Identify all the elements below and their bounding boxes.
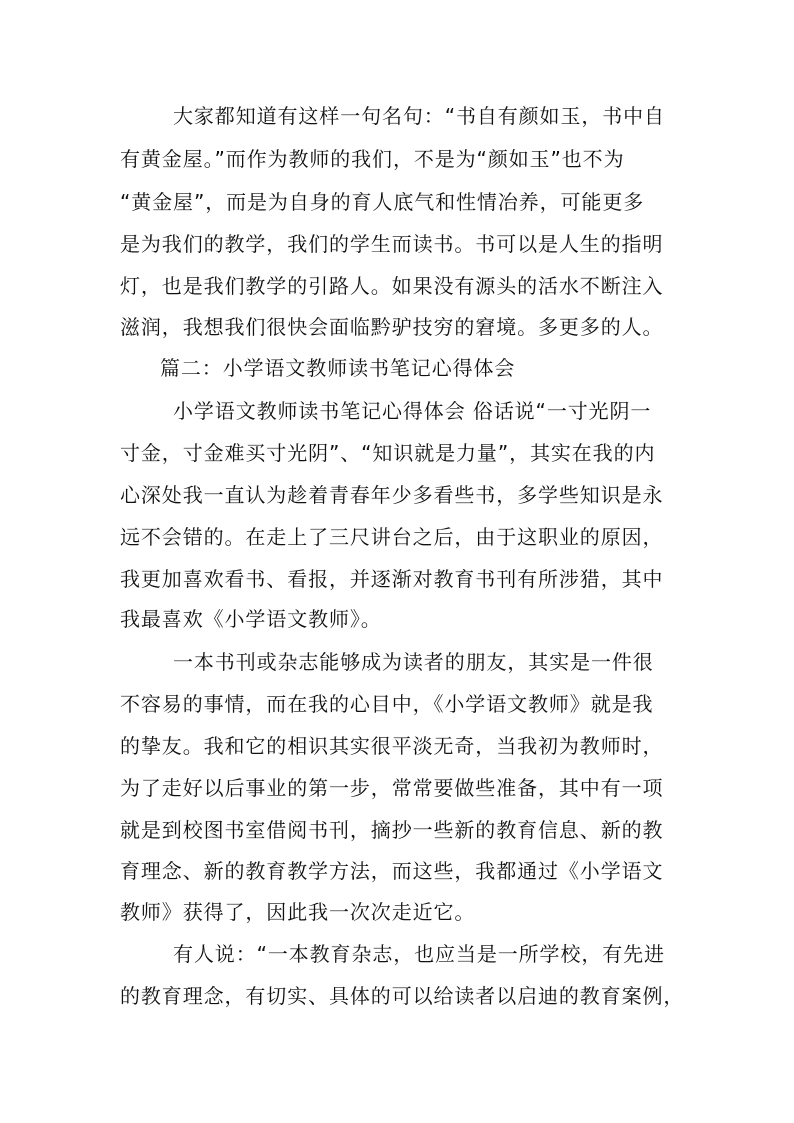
paragraph-1-line-2: 有黄金屋。”而作为教师的我们，不是为“颜如玉”也不为 [120,147,625,171]
paragraph-3-line-6: 育理念、新的教育教学方法，而这些，我都通过《小学语文 [120,859,664,883]
paragraph-4-line-2: 的教育理念，有切实、具体的可以给读者以启迪的教育案例， [120,984,685,1008]
paragraph-3-line-5: 就是到校图书室借阅书刊，摘抄一些新的教育信息、新的教 [120,818,664,842]
paragraph-3-line-3: 的挚友。我和它的相识其实很平淡无奇，当我初为教师时， [120,734,664,758]
paragraph-2-line-3: 心深处我一直认为趁着青春年少多看些书，多学些知识是永 [120,483,664,507]
paragraph-1-line-5: 灯，也是我们教学的引路人。如果没有源头的活水不断注入 [120,274,664,298]
paragraph-4-line-1: 有人说：“一本教育杂志，也应当是一所学校，有先进 [173,942,665,966]
paragraph-2-line-5: 我更加喜欢看书、看报，并逐渐对教育书刊有所涉猎，其中 [120,567,664,591]
paragraph-3-line-4: 为了走好以后事业的第一步，常常要做些准备，其中有一项 [120,776,664,800]
paragraph-2-line-6: 我最喜欢《小学语文教师》。 [120,607,382,631]
paragraph-2-line-1: 小学语文教师读书笔记心得体会 俗话说“一寸光阴一 [173,399,652,423]
paragraph-3-line-2: 不容易的事情，而在我的心目中，《小学语文教师》就是我 [120,692,654,716]
paragraph-3-line-1: 一本书刊或杂志能够成为读者的朋友，其实是一件很 [173,650,654,674]
paragraph-1-line-6: 滋润，我想我们很快会面临黔驴技穷的窘境。多更多的人。 [120,315,664,339]
paragraph-2-line-2: 寸金，寸金难买寸光阴”、“知识就是力量”，其实在我的内 [120,441,656,465]
paragraph-2-line-4: 远不会错的。在走上了三尺讲台之后，由于这职业的原因， [120,525,664,549]
section-heading: 篇二：小学语文教师读书笔记心得体会 [160,356,516,380]
paragraph-1-line-4: 是为我们的教学，我们的学生而读书。书可以是人生的指明 [120,232,664,256]
paragraph-1-line-3: “黄金屋”，而是为自身的育人底气和性情冶养，可能更多 [120,190,645,214]
paragraph-3-line-7: 教师》获得了，因此我一次次走近它。 [120,900,476,924]
paragraph-1-line-1: 大家都知道有这样一句名句：“书自有颜如玉，书中自 [173,104,665,128]
